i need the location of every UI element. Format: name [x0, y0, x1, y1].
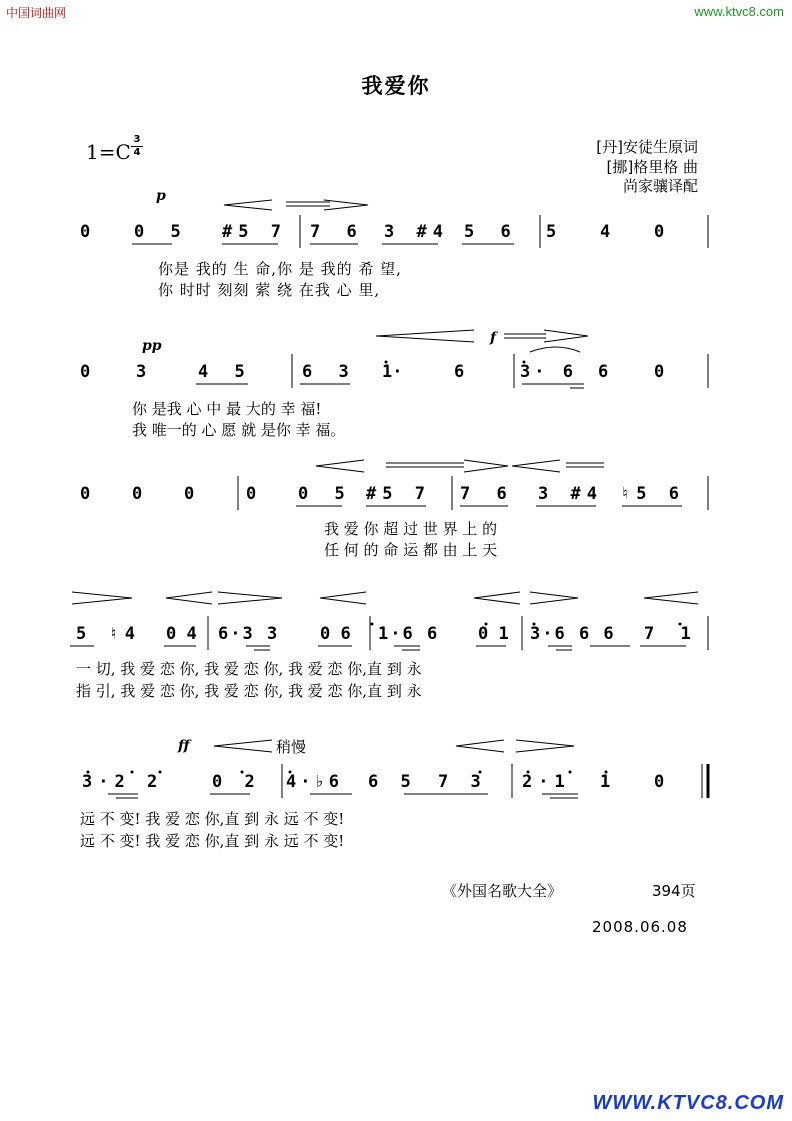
decrescendo-hairpin — [324, 200, 368, 210]
note: 6 5 — [368, 772, 417, 792]
lyrics-verse-2: 任 何 的 命 运 都 由 上 天 — [324, 541, 498, 559]
lyricist-credit: [丹]安徒生原词 — [596, 138, 698, 156]
lyrics-verse-1: 你 是我 心 中 最 大的 幸 福! — [132, 400, 322, 418]
source-book: 《外国名歌大全》 — [442, 882, 563, 900]
note: 7 3 — [438, 772, 487, 792]
lyrics-verse-1: 我 爱 你 超 过 世 界 上 的 — [324, 520, 498, 538]
note: 0 — [80, 222, 91, 242]
time-numerator: 3 — [131, 134, 143, 147]
song-title: 我爱你 — [361, 74, 431, 98]
note: 0 — [654, 222, 665, 242]
note: 3·6 6 6 — [530, 624, 616, 644]
note: 3 — [136, 362, 147, 382]
tempo-mark: 稍慢 — [276, 738, 307, 756]
note: 6·3 3 — [218, 624, 280, 644]
note: 4 5 — [198, 362, 253, 382]
time-denominator: 4 — [133, 147, 141, 158]
note: 3 #4 — [538, 484, 603, 504]
note: 5 6 — [464, 222, 519, 242]
source-page: 394页 — [652, 882, 696, 900]
source-date: 2008.06.08 — [592, 918, 688, 936]
note: 6 — [454, 362, 465, 382]
lyrics-verse-2: 你 时时 刻刻 萦 绕 在我 心 里, — [158, 281, 381, 299]
note: 7 6 — [310, 222, 365, 242]
note: 7 1 — [644, 624, 699, 644]
dynamic-mark: ff — [178, 738, 190, 754]
lyrics-verse-2: 我 唯一的 心 愿 就 是你 幸 福。 — [132, 421, 346, 439]
dynamic-mark: pp — [142, 338, 162, 354]
note: 3·2 2 — [82, 772, 164, 792]
composer-credit: [挪]格里格 曲 — [606, 158, 698, 176]
note: 5 — [546, 222, 557, 242]
site-url-bottom[interactable]: WWW.KTVC8.COM — [592, 1092, 784, 1114]
note: 5 ♮4 — [76, 624, 141, 644]
note: 0 5 — [134, 222, 189, 242]
note: 1 — [600, 772, 611, 792]
note: 0 — [80, 484, 91, 504]
note: 4 — [600, 222, 611, 242]
note: #5 7 — [366, 484, 431, 504]
lyrics-verse-1: 远 不 变! 我 爱 恋 你,直 到 永 远 不 变! — [80, 810, 345, 828]
translator-credit: 尚家骧译配 — [622, 177, 698, 195]
lyrics-verse-2: 远 不 变! 我 爱 恋 你,直 到 永 远 不 变! — [80, 832, 345, 850]
note: 6 — [598, 362, 609, 382]
site-logo-top-left[interactable]: 中国词曲网 — [6, 6, 67, 20]
note: 0 — [80, 362, 91, 382]
note: 0 4 — [166, 624, 197, 644]
lyrics-verse-1: 你是 我的 生 命,你 是 我的 希 望, — [158, 260, 402, 278]
note: ♮5 6 — [620, 484, 685, 504]
note: 2·1 — [522, 772, 571, 792]
dynamic-mark: f — [490, 330, 497, 346]
note: 0 1 — [478, 624, 509, 644]
dynamic-mark: p — [156, 188, 166, 204]
note: 0 6 — [320, 624, 351, 644]
note: 0 — [654, 362, 665, 382]
note: 0 — [184, 484, 195, 504]
crescendo-hairpin — [224, 200, 272, 210]
note: 7 6 — [460, 484, 515, 504]
note: 1·6 6 — [378, 624, 440, 644]
note: 0 — [246, 484, 257, 504]
note: 3· 6 — [520, 362, 577, 382]
note: 0 — [654, 772, 665, 792]
lyrics-verse-1: 一 切, 我 爱 恋 你, 我 爱 恋 你, 我 爱 恋 你,直 到 永 — [76, 660, 422, 678]
note: 3 #4 — [384, 222, 449, 242]
site-url-top-right[interactable]: www.ktvc8.com — [694, 4, 784, 19]
note: 1· — [382, 362, 403, 382]
note: 0 2 — [212, 772, 261, 792]
lyrics-verse-2: 指 引, 我 爱 恋 你, 我 爱 恋 你, 我 爱 恋 你,直 到 永 — [76, 682, 422, 700]
note: #5 7 — [222, 222, 287, 242]
key-signature: 1=C — [86, 140, 131, 164]
note: 0 — [132, 484, 143, 504]
note: 6 3 — [302, 362, 357, 382]
note: 4·♭6 — [286, 772, 343, 792]
note: 0 5 — [298, 484, 353, 504]
